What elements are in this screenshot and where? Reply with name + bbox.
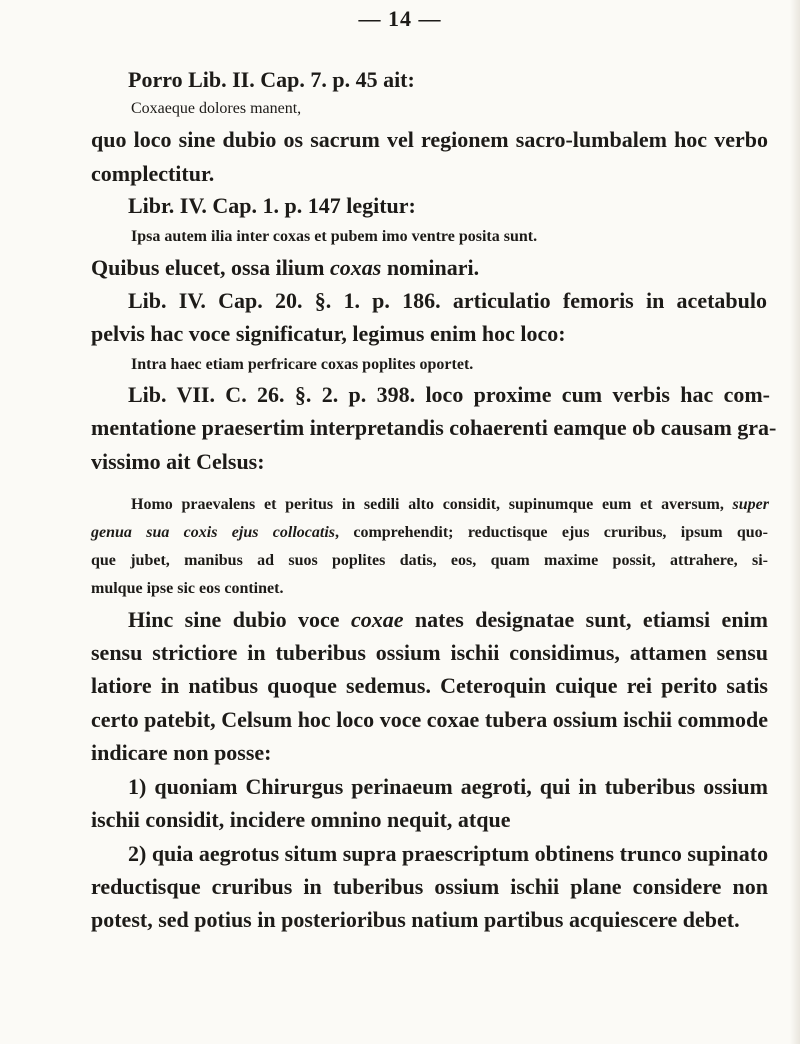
quote-line: mulque ipse sic eos continet. — [91, 580, 284, 597]
list-item: 2) quia aegrotus situm supra praescriptum obtinens trunco supinato — [128, 841, 769, 866]
emphasis-word: coxas — [329, 255, 382, 280]
text-line: Lib. VII. C. 26. §. 2. p. 398. loco proxime cum verbis hac com- — [128, 382, 770, 407]
text-line — [91, 255, 479, 281]
text-segment: Homo praevalens et peritus in sedili alto considit, supinumque eum et aversum, — [131, 496, 733, 513]
text-line: Libr. IV. Cap. 1. p. 147 legitur: — [128, 193, 416, 218]
text-line: Lib. IV. Cap. 20. §. 1. p. 186. articulatio femoris in acetabulo — [128, 288, 767, 313]
list-item-continuation: ischii considit, incidere omnino nequit, atque — [91, 807, 511, 832]
emphasis-word: genua sua coxis ejus collocatis — [91, 524, 336, 541]
text-segment: , comprehendit; reductisque ejus cruribus, ipsum quo- — [335, 524, 769, 541]
text-line: Porro Lib. II. Cap. 7. p. 45 ait: — [128, 67, 415, 92]
list-item-continuation: reductisque cruribus in tuberibus ossium ischii plane considere non — [91, 874, 768, 899]
quote-line: Ipsa autem ilia inter coxas et pubem imo ventre posita sunt. — [131, 228, 538, 245]
text-line: complectitur. — [91, 161, 215, 186]
text-line: pelvis hac voce significatur, legimus enim hoc loco: — [91, 321, 566, 346]
text-line: mentatione praesertim interpretandis cohaerenti eamque ob causam gra- — [91, 415, 777, 440]
text-line: sensu strictiore in tuberibus ossium ischii considimus, attamen sensu — [91, 640, 768, 665]
text-line: indicare non posse: — [91, 740, 272, 765]
text-line: latiore in natibus quoque sedemus. Ceteroquin cuique rei perito satis — [91, 673, 768, 698]
list-item: 1) quoniam Chirurgus perinaeum aegroti, qui in tuberibus ossium — [128, 774, 768, 799]
quote-line: Intra haec etiam perfricare coxas poplites oportet. — [131, 356, 474, 373]
emphasis-word: super — [732, 496, 769, 513]
text-line — [128, 607, 768, 633]
text-line: certo patebit, Celsum hoc loco voce coxae tubera ossium ischii commode — [91, 707, 768, 732]
text-segment: nominari. — [381, 255, 480, 280]
list-item-continuation: potest, sed potius in posterioribus natium partibus acquiescere debet. — [91, 907, 740, 932]
text-segment: nates designatae sunt, etiamsi enim — [403, 607, 768, 632]
emphasis-word: coxae — [350, 607, 404, 632]
quote-line: Coxaeque dolores manent, — [131, 100, 302, 117]
page-edge-shadow — [790, 0, 800, 1044]
text-segment: Quibus elucet, ossa ilium — [91, 255, 330, 280]
quote-line — [131, 496, 769, 514]
text-segment: Hinc sine dubio voce — [128, 607, 351, 632]
quote-line: que jubet, manibus ad suos poplites datis, eos, quam maxime possit, attrahere, si- — [91, 552, 768, 569]
quote-line — [91, 524, 768, 542]
text-line: quo loco sine dubio os sacrum vel regionem sacro-lumbalem hoc verbo — [91, 127, 768, 152]
text-line: vissimo ait Celsus: — [91, 449, 265, 474]
page-number: — 14 — — [358, 6, 442, 31]
